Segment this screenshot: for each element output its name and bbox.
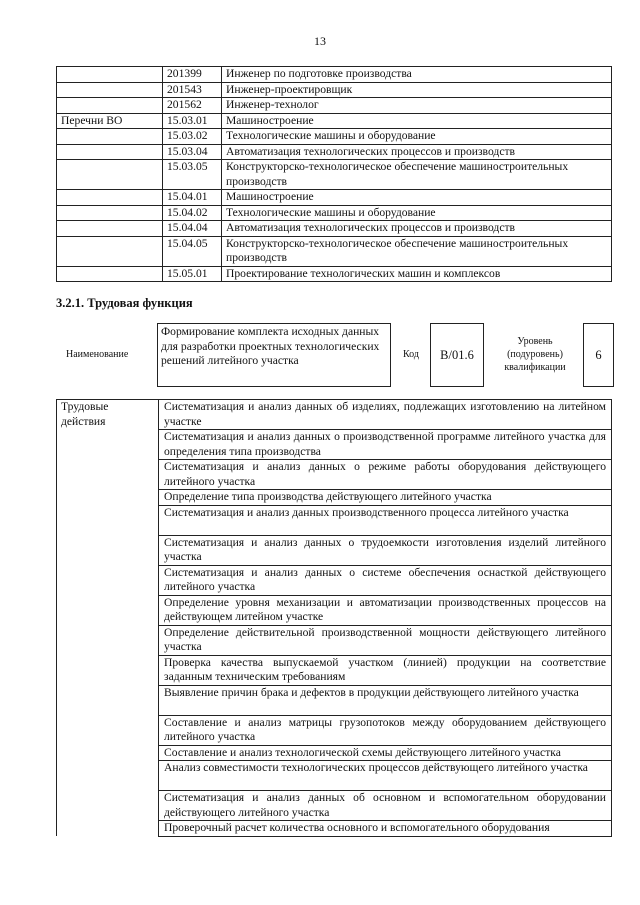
action-cell: Проверочный расчет количества основного и вспомогательного оборудования	[159, 821, 612, 837]
name-cell: Проектирование технологических машин и комплексов	[222, 266, 612, 282]
section-heading: 3.2.1. Трудовая функция	[56, 296, 193, 310]
action-cell: Систематизация и анализ данных о трудоемкости изготовления изделий литейного участка	[159, 535, 612, 565]
name-cell: Технологические машины и оборудование	[222, 129, 612, 145]
name-cell: Автоматизация технологических процессов и производств	[222, 221, 612, 237]
action-cell: Определение типа производства действующего литейного участка	[159, 490, 612, 506]
action-cell: Определение уровня механизации и автоматизации производственных процессов на действующем литейном участке	[159, 595, 612, 625]
table-row	[57, 266, 612, 282]
table-row	[57, 113, 612, 129]
name-cell: Технологические машины и оборудование	[222, 205, 612, 221]
code-cell: 15.04.05	[163, 236, 222, 266]
table-row	[57, 190, 612, 206]
function-code: B/01.6	[430, 323, 484, 387]
code-cell: 201399	[163, 67, 222, 83]
name-label: Наименование	[66, 349, 129, 360]
action-cell: Систематизация и анализ данных об изделиях, подлежащих изготовлению на литейном участке	[159, 400, 612, 430]
name-cell: Машиностроение	[222, 113, 612, 129]
level-label: Уровень (подуровень) квалификации	[504, 336, 566, 373]
table-row	[57, 98, 612, 114]
group-cell	[57, 82, 163, 98]
name-cell: Конструкторско-технологическое обеспечение машиностроительных производств	[222, 236, 612, 266]
group-cell	[57, 129, 163, 145]
action-cell: Систематизация и анализ данных об основном и вспомогательном оборудовании действующего литейного участка	[159, 791, 612, 821]
action-cell: Проверка качества выпускаемой участком (линией) продукции на соответствие заданным техническим требованиям	[159, 655, 612, 685]
action-cell: Систематизация и анализ данных о режиме работы оборудования действующего литейного участка	[159, 460, 612, 490]
action-cell: Выявление причин брака и дефектов в продукции действующего литейного участка	[159, 685, 612, 715]
table-row	[57, 236, 612, 266]
code-cell: 15.05.01	[163, 266, 222, 282]
table-row	[57, 160, 612, 190]
name-cell: Автоматизация технологических процессов и производств	[222, 144, 612, 160]
code-cell: 15.03.02	[163, 129, 222, 145]
table-row	[57, 144, 612, 160]
group-cell	[57, 67, 163, 83]
name-cell: Инженер-проектировщик	[222, 82, 612, 98]
code-cell: 15.04.01	[163, 190, 222, 206]
code-cell: 15.04.02	[163, 205, 222, 221]
group-cell	[57, 160, 163, 190]
action-cell: Систематизация и анализ данных о системе обеспечения оснасткой действующего литейного участка	[159, 565, 612, 595]
page-number: 13	[314, 34, 326, 48]
group-cell	[57, 144, 163, 160]
name-cell: Инженер-технолог	[222, 98, 612, 114]
action-cell: Определение действительной производственной мощности действующего литейного участка	[159, 625, 612, 655]
code-cell: 15.04.04	[163, 221, 222, 237]
name-cell: Инженер по подготовке производства	[222, 67, 612, 83]
group-cell	[57, 205, 163, 221]
table-row	[57, 67, 612, 83]
occupations-table	[56, 66, 612, 282]
code-cell: 201562	[163, 98, 222, 114]
table-row	[57, 221, 612, 237]
group-cell	[57, 221, 163, 237]
code-label: Код	[403, 349, 419, 360]
code-cell: 15.03.01	[163, 113, 222, 129]
labor-actions-table	[56, 399, 612, 837]
group-cell	[57, 98, 163, 114]
action-cell: Анализ совместимости технологических процессов действующего литейного участка	[159, 761, 612, 791]
table-row	[57, 82, 612, 98]
group-cell	[57, 266, 163, 282]
action-cell: Систематизация и анализ данных производственного процесса литейного участка	[159, 505, 612, 535]
labor-actions-label: Трудовые действия	[57, 400, 159, 837]
name-cell: Конструкторско-технологическое обеспечение машиностроительных производств	[222, 160, 612, 190]
action-cell: Составление и анализ технологической схемы действующего литейного участка	[159, 745, 612, 761]
group-cell	[57, 190, 163, 206]
group-cell: Перечни ВО	[57, 113, 163, 129]
code-cell: 15.03.04	[163, 144, 222, 160]
code-cell: 15.03.05	[163, 160, 222, 190]
name-cell: Машиностроение	[222, 190, 612, 206]
qualification-level: 6	[583, 323, 614, 387]
table-row	[57, 400, 612, 430]
table-row	[57, 129, 612, 145]
table-row	[57, 205, 612, 221]
function-name: Формирование комплекта исходных данных для разработки проектных технологических решений литейного участка	[157, 323, 391, 387]
group-cell	[57, 236, 163, 266]
action-cell: Систематизация и анализ данных о производственной программе литейного участка для определения типа производства	[159, 430, 612, 460]
code-cell: 201543	[163, 82, 222, 98]
action-cell: Составление и анализ матрицы грузопотоков между оборудованием действующего литейного участка	[159, 715, 612, 745]
